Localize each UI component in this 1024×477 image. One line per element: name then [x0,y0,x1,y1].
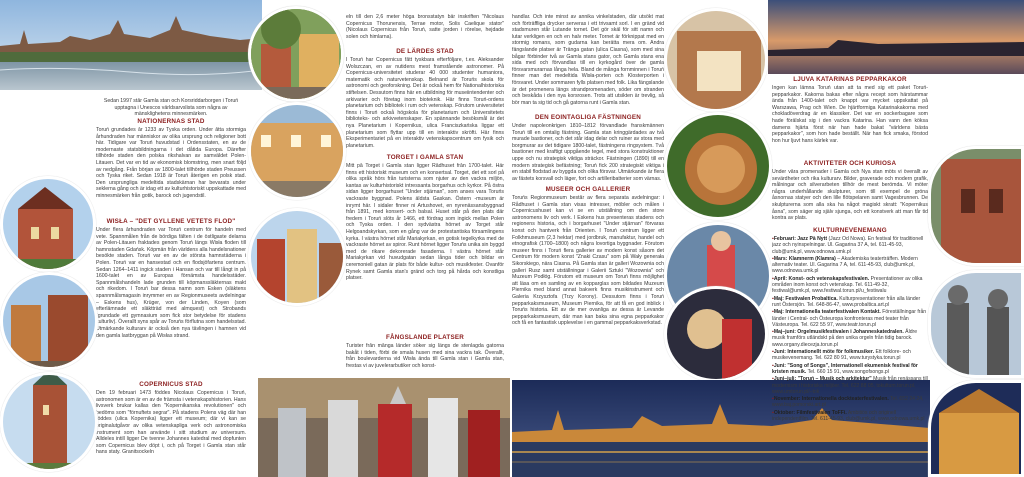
tower-photo-circle [0,372,98,472]
body-paragraph: Den 19 februari 1473 föddes Nicolaus Copernicus i Toruń, astronomen som är en av de främsta i vetenskapshistorien. Hans livsverk brukar kallas den "Kopernikanska revolutionen" och bedöms som "förnuftets segrar". På stadens Polens väg där han föddes (ulica Kopernika) ligger ett museum; där vi kan se originalutgåvor av olika vetenskapliga verk och astronomiska instrument som han använde i sitt studium av universum. Alldeles intill ligger De tvenne Johannes katedral med dopfunten som Copernicus blev döpt i, och på Torget i Gamla stan står hans staty. Granitsockeln [96,390,246,456]
list-item: ▪ Mars: Klamnerm (Klamra) – Akademiska teaterträffen. Modern alternativ teater. Ul. Gagarina 7 A, tel. 611-45-93, club@umk.pl, www.odnowa.umk.pl [772,256,928,275]
body-paragraph: Mitt på Torget i Gamla stan ligger Rådhuset från 1700-talet. Här finns ett historiskt museum och en konsertsal. Torget, det ett sorl på olika språk hörs från turisterna som njuter av den vackra miljön, kantas av kulturhistoriskt intressanta borgarhus och kyrkor. På östra sidan ligger borgarhuset "Under stjärnan", som anses vara Toruńs vackraste byggnad. Polens äldsta Gaskan. Östern -museum är inrymt här. I sidaler finner ni Artushovet, en nyrenässansbyggnad från 1891, med konsert- och balsal. Huset står på den plats där fredern i Toruń slöts år 1466, ett fördrag som ingick mellan Polen och Tyska orden. I den sydvästra hörnet av Torget står Helgoandskyrkan, som en gång var de protestantiska församlingens kyrka. I västra hörnet står Mariakyrkan, en gotisk tegelkyrka med de vackraste hörnet av spiror. Runt hörnet ligger Toruńs unika sin byggd med de rikare dekorerade fasaderna. I västra hörnet står Mariakyrkan vid huvudgatan sedan långa tider och bildar en ceremoniell gatan är plats för både kultur- och musikfester. Ovanför Rynek samt Gamla stan's gränd och torg på hårda och konstliga platser. [346,163,504,282]
list-item: ▪ November: Internationella dockteaterfestivalen. Tel. 652 24 24, www.baj.pomorski.art.pl [772,396,928,409]
body-paragraph: Under våra promenader i Gamla och Nya stan möts vi överallt av sevärdheter och rika kulturarv. Bilder, graverade och modern grafik, målningar och silverarbeten tillhör de mest berömda. Vi möter några underhållande skulpturer, som till exempel de gröna åsnornas statyer och den lille flötspelaren samt Vagesbrunnen. De skulpturerna som alla ska ha något magiskt skratt: "Kopernikus åsna", som säger sig själv sjunga, och ett konstverk att man får tid kontra av plats. [772,169,928,222]
section-text-katarinas-pepparkakor [772,85,928,159]
hall-photo-circle [664,8,768,112]
gingerbread-photo-circle [664,112,772,220]
section-title-torget: TORGET I GAMLA STAN [386,154,464,161]
panel2-lead [346,14,504,50]
festival-list [772,236,928,476]
section-text-de-lardes-stad [346,57,504,153]
list-item: ▪ Maj: Internationella teaterfestivalen Kontakt. Föreställningar från länder i Central- och Östeuropa konfronteras med teater från Västeuropa. Tel. 622 55 97, www.teatr.torun.pl [772,309,928,328]
list-item: ▪ Juni–juli: "Toruń – Musik och arkitektur" Musik från renässans till modernism i historiska miljöer. Tel. 622 88 05, tokultum.torun.pl, www.umtorun.pl/–tok [772,376,928,395]
list-item: ▪ Juni: "Song of Songs", Internationell ekumenisk festival för kristen musik. Tel. 660 15 91, www.songofsongs.pl [772,363,928,376]
market-photo-circle [248,102,346,200]
list-item: ▪ April: Konst- och vetenskapsfestivalen. Presentationer av olika områden inom konst och vetenskap. Tel. 611-49-32, festiwal@umk.pl, www.festiwal.torun.pl/u_festiwalu [772,276,928,295]
body-paragraph: Toruńs Regionmuseum består av flera separata avdelningar: i Rådhuset i Gamla stan visas intresser, möbler och målen i Copernicushuset kan vi se en utställning om den store astronomens liv och verk. I Eskens hus presenteras stadens och regionens historia, och i borgarhuset "Under stjärnan" förvaras konst och hantverk från Orienten. I Toruń centrum ligger ett Folkhmuseum (2,3 hektar) med jordbruk, manufaktur, handel och etnografisk (1700–1800) och några lovortiga byggnader. Förutom museer finns i Toruń flera gallerier av modern konst såsom det Centrum för modern konst "Znaki Czasu" som på Wały generała Sikorskiego, nära Ciasna. På Gamla stan är galleri Wozownia och galleri Rusz samt utställningar i Galerii Sztuki "Wozownia" och Muzeum Podłóg. Förutom ett museum om Toruń finns möjlighet att läsa om en samling av en kopparglas som bildades Muzeum Piernika med bland annat bakverk finns musikinstrument och Galeria Krzysztofa (Trzy Korony). Dessutom finns i Toruń pepparkaksmuseum, Museum Piernika, för att få en god inblick i Toruńs historia. Ett av de mer ovanliga av dessa är Levande pepparkaksmuseum, där man kan baka sina egna pepparkakor och få en fantastisk upplevelse i en gammal pepparkaksverkstad. [512,195,664,327]
section-title-fangslande-platser: FÅNGSLANDE PLATSER [386,334,464,341]
panel3-lead [512,14,664,116]
list-item: ▪ Februari: Jazz På Nytt (Jazz Od Nowa). En festival för traditionell jazz och nyinspelningar. Ul. Gagarina 37 A, tel. 611-45-93, club@umk.pl, www.odnowa.umk.pl [772,236,928,255]
section-title-de-lardes-stad: DE LÄRDES STAD [396,48,454,55]
section-title-wisla: WISŁA – "DET GYLLENE VETETS FLOD" [106,218,236,225]
list-item: ▪ Oktober: Filmfestivalen ToFFi. Ambitiös och originell independentfilm. Tel. 611-45-93, club@umk.pl, www.odnowa.umk.pl [772,410,928,423]
section-title-copernicus: COPERNICUS STAD [139,381,203,388]
section-title-fastningen: DEN EOINTAGLIGA FÄSTNINGEN [535,114,641,121]
body-paragraph: Toruń grundades år 1233 av Tyska orden. Under åtta stormiga århundraden har människor av olika ursprung och religioner bott här. Tidigare var Toruń huvudstad i Ordensstaten, en av de modernaste statsbildningarna i det dåtida Europa. Därefter tillhörde staden den polska rikshalvan av samväldet Polen-Litauen. Det var en tid av ekonomisk blomstring, men snart följd av nedgång. Från början av 1800-talet tillhörde staden Preussen och Tyska riket. Sedan 1918 är Toruń återigen en polsk stad. Den ursprungliga medeltida stadskärnan har bevarats under seklerna gång och är idag ett av kulturhistoriskt uppskattade med minnesmärken från gotik, barock och jugendstil. [96,127,246,199]
section-text-fastningen [512,123,664,185]
body-paragraph: Under napoleonkrigen 1810–1812 förvandlade franskmännen Toruń till en omtalig fästning. Gamla stan kringgärdades av två murade bastioner, och det står idag delar och ruiner av stora med borgmurar av det tidigare 1800-talet, fästningens ringsystem. Två bastioner med kraftigt uppgående tegel, med stora konstruktioner uppe och nu strategisk viktiga sträckor. Fästningen (1890) till en modern strategisk befästning; Toruń fick 200 strategiskt viktiga i en stabil flodstad av byggda och olika försvar. Utmärkande är flera av fästets korsvall och läger, fort och artilleribatterier som värnas. [512,123,664,182]
section-title-aktiviteter: AKTIVITETER OCH KURIOSA [803,160,897,167]
intro-paragraph: Sedan 1997 står Gamla stan och Korsriddarborgen i Toruń upptagna i Unescos världsarvslista som några av mänsklighetens minnesmärken. [103,98,239,118]
gothic-house-photo-circle [928,146,1024,266]
section-title-nationernas-stad: NATIONERNAS STAD [137,118,205,125]
section-text-wisla [96,227,246,382]
section-text-torget [346,163,504,333]
street-photo-circle [248,6,344,102]
list-item: ▪ Maj: Festivalen Probaltica. Kulturpresentationer från alla länder runt Östersjön. Tel. 648-86-47, www.probaltica.art.pl [772,296,928,309]
body-paragraph: Ingen kan lämna Toruń utan att ta med sig ett paket Toruń-pepparkakor. Kakorna bakas efter några recept som härstammar ända från 1400-talet och knappt var mycket uppskattat på Warszawa, Prag och Wien. De hjärtformiga Katarinakakorna med chokladöverdrag är en klassiker. Det var en sockerbagare som hade förälskat sig i den vackra Katarina. Han vann den köksa damens hjärta först när han hade bakat "världens bästa pepparkakor", som hon hade beställt. När han fick smaka, förstod hon hur ljuvt hans kärlek var. [772,85,928,144]
list-item: ▪ Juni: Internationellt möte för folkmusiker. Ett folklore- och musikevenemang. Tel. 622 80 91, www.turystyka.torun.pl [772,349,928,362]
section-title-kulturevenemang: KULTURNEVENEMANG [813,227,887,234]
body-paragraph: I Toruń har Copernicus fått tyskbara efterföljare, t.ex. Aleksander Wolszczan, en av nutidens mest framstående astronomer. På Copernicus-universitetet studerar 40 000 studenter humaniora, matematik och naturvetenskap. Belnand är Toruńs skola för astronomi och geoforskning. Det är också hem för Nationalhistoriska stiftelsen. Dessutom finns här en utbildning för museiintendenter och arkivarier och företag inom bioteknik. Här finns Toruń-ordens planetarium och bibliotek i rum och vetenskap. Förutom universitetet finns i Toruń också högskola för planetarium och Universitetets biblioteks- och arkivvetenskaper. En spännande besöksmål är det nya Planetarium i Kopernikus, ulica Franciszkańska liggar ett planetarium som flyttar upp till en interaktiv skröfti. Här finns Eksperimentariet på en interaktiv vetenskapscentrum om fysik och planetarium. [346,57,504,149]
section-text-museer [512,195,664,367]
body-paragraph: handlar. Och inte minst av annika vinkelstaden, där utsökt mat och förträffliga drycker serveras i ett trivsamt sorl. I en gränd vid stadsmuren står Lutande tornet. Det gör skäl för sitt namn och lutar verkligen en och en halv meter. Tornet är förknippat med en stormig romans, som gudarna kan berätta mera om. Andra fängslande platser är Tränga gatan (ulica Ciasna), som med sina bågar förbinder två av Gamla stans gator, och Gamla stans ena sida med och förvandlas till en kyrkogård över de gamla försvarsmurarnas långa hela. Bland de många fornminnen i Toruń finner man det medeltida Wisła-porten och Klosterporten i försvaret. Under sommaren fylls platsen med folk. Lika fängslande är det promenera längs strandpromenaden, söder om stranden och beskåda i den nya korsrosen. Trots att utsikten är trevlig, så bör man ta sig tid och gå gatorna runt i Gamla stan. [512,14,664,106]
intro-text [96,98,246,119]
list-item: ▪ Maj–juni: Orgelmusikfestivalen i Johanneskatedralen. Äldre musik framförs utländskt på den unika orgeln från tidig barock. www.organy.diecezja.torun.pl [772,329,928,348]
section-text-fangslande-platser [346,343,504,377]
section-text-aktiviteter [772,169,928,227]
gate-photo-circle [0,272,98,370]
castle-photo-circle [0,176,96,272]
section-text-copernicus [96,390,246,474]
sunset-photo [768,0,1024,74]
river-panorama-photo [0,0,262,90]
section-title-katarinas-pepparkakor: LJUVA KATARINAS PEPPARKAKOR [793,76,907,83]
body-paragraph: Turister från många länder söker sig längs de stenlagda gatorna bakåt i tiden, förbi de smala husen med sina vackra tak. Överallt, från boulevarderna vid Wisła ända till Gamla stan i Gamla stan, frestas vi av juvelerarbutiker och konst- [346,343,504,369]
knights-photo [258,378,510,477]
statue-photo-circle [928,270,1024,378]
houses-photo-circle [248,208,346,306]
section-text-nationernas-stad [96,127,246,217]
body-paragraph: Under flera århundraden var Toruń centrum för handeln med vete. Spannmålen från de bördiga fälten i de östligaste delarna av Polen-Litauen fraktades genom Toruń längs Wisła floden till hamnstaden Gdańsk. Köpmän från världens alla handelsnationer besökte staden. Toruń var en av de största hamnstäderna i Polen. Toruń var en hansestad och en flodsjöfartens centrum. Sedan 1264–1411 ingick staden i Hansan och var till långt in på 1600-talet en av Europas förnämsta handelsstäder. Spannmålshandeln lade grunden till köpmanssläkternas makt och rikedom. I Toruń bar dessa namn som Esken (släktens spannmålsmagasin inrymmer en av Regionmuseets avdelningar – Eskens hus), Krüger, von der Linden, Koyen (som efterlämnade ett släktträd med almquest) och Strobands (grundade ett gymnasium som fick stor betydelse för stadens kulturliv). Överallt syns spår av Toruńs förflutna som handelsstad. Utmärkande kulturarv är också den nya tävlingen i hamnen vid den gamla lastbryggan på Wisłas strand. [96,227,246,339]
performance-photo-circle [664,286,768,382]
body-paragraph: eln till den 2,6 meter höga bronsstatyn bär inskriften "Nicolaus Copernicus Thorunensis, Terrae motor, Solis Caelique stator" (Nicolaus Copernicus från Toruń, satte jorden i rörelse, hejdade solen och himlarna). [346,14,504,40]
illuminated-building-photo-circle [928,380,1024,477]
section-title-museer: MUSEER OCH GALLERIER [545,186,631,193]
